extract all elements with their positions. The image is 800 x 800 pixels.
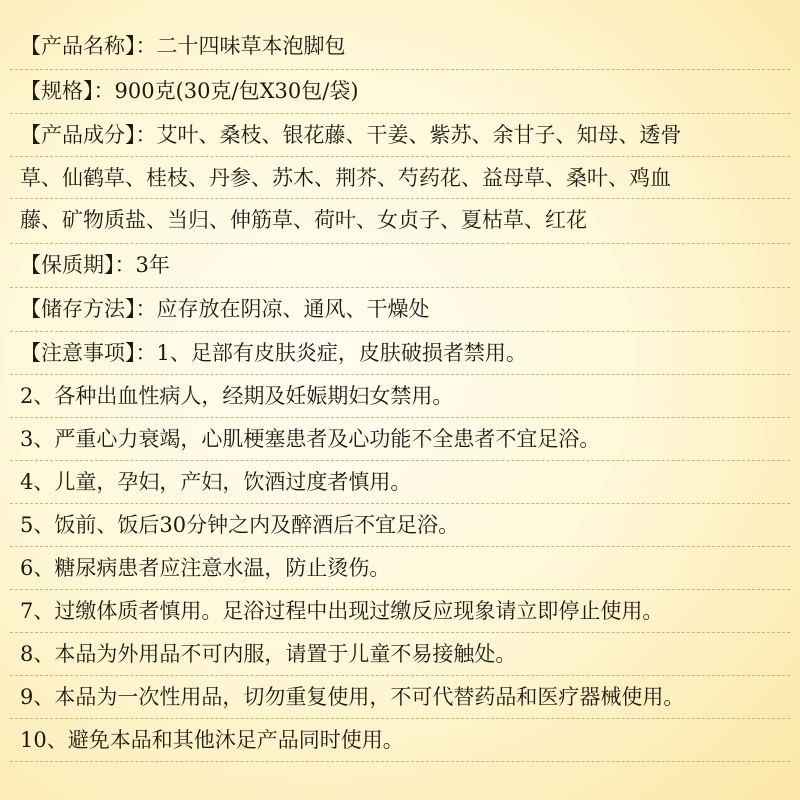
note-row bbox=[0, 547, 800, 589]
note-row bbox=[0, 461, 800, 503]
notes-label: 【注意事项】： bbox=[20, 341, 157, 365]
ingredients-label: 【产品成分】： bbox=[20, 123, 157, 147]
note-row bbox=[0, 719, 800, 761]
shelf-life-row bbox=[0, 244, 800, 286]
note-row bbox=[0, 504, 800, 546]
shelf-life-value: 3年 bbox=[135, 253, 170, 277]
note-item-8: 8、本品为外用品不可内服，请置于儿童不易接触处。 bbox=[20, 642, 517, 666]
note-item-1: 1、足部有皮肤炎症，皮肤破损者禁用。 bbox=[156, 341, 527, 365]
note-item-4: 4、儿童，孕妇，产妇，饮酒过度者慎用。 bbox=[20, 470, 412, 494]
note-item-7: 7、过缴体质者慎用。足浴过程中出现过缴反应现象请立即停止使用。 bbox=[20, 599, 664, 623]
ingredients-row-1 bbox=[0, 114, 800, 156]
spec-row bbox=[0, 70, 800, 112]
ingredients-line-1: 艾叶、桑枝、银花藤、干姜、紫苏、余甘子、知母、透骨 bbox=[156, 123, 682, 147]
note-row bbox=[0, 633, 800, 675]
spec-label: 【规格】： bbox=[20, 79, 115, 103]
product-name-label: 【产品名称】： bbox=[20, 34, 157, 58]
note-item-6: 6、糖尿病患者应注意水温，防止烫伤。 bbox=[20, 556, 391, 580]
spec-value: 900克(30克/包X30包/袋) bbox=[114, 79, 359, 103]
note-row bbox=[0, 676, 800, 718]
ingredients-row-2 bbox=[0, 157, 800, 199]
storage-value: 应存放在阴凉、通风、干燥处 bbox=[156, 297, 430, 321]
ingredients-line-3: 藤、矿物质盐、当归、伸筋草、荷叶、女贞子、夏枯草、红花 bbox=[20, 208, 587, 232]
note-item-5: 5、饭前、饭后30分钟之内及醉酒后不宜足浴。 bbox=[20, 513, 460, 537]
product-name-value: 二十四味草本泡脚包 bbox=[156, 34, 346, 58]
storage-row bbox=[0, 288, 800, 330]
product-name-row bbox=[0, 25, 800, 67]
note-item-3: 3、严重心力衰竭，心肌梗塞患者及心功能不全患者不宜足浴。 bbox=[20, 427, 601, 451]
storage-label: 【储存方法】： bbox=[20, 297, 157, 321]
note-row bbox=[0, 332, 800, 374]
note-item-10: 10、避免本品和其他沐足产品同时使用。 bbox=[20, 728, 404, 752]
ingredients-row-3 bbox=[0, 199, 800, 241]
note-row bbox=[0, 590, 800, 632]
note-item-2: 2、各种出血性病人，经期及妊娠期妇女禁用。 bbox=[20, 384, 454, 408]
ingredients-line-2: 草、仙鹤草、桂枝、丹参、苏木、荆芥、芍药花、益母草、桑叶、鸡血 bbox=[20, 166, 671, 190]
note-item-9: 9、本品为一次性用品，切勿重复使用，不可代替药品和医疗器械使用。 bbox=[20, 685, 685, 709]
note-row bbox=[0, 418, 800, 460]
note-row bbox=[0, 375, 800, 417]
shelf-life-label: 【保质期】： bbox=[20, 253, 136, 277]
divider bbox=[10, 761, 790, 762]
